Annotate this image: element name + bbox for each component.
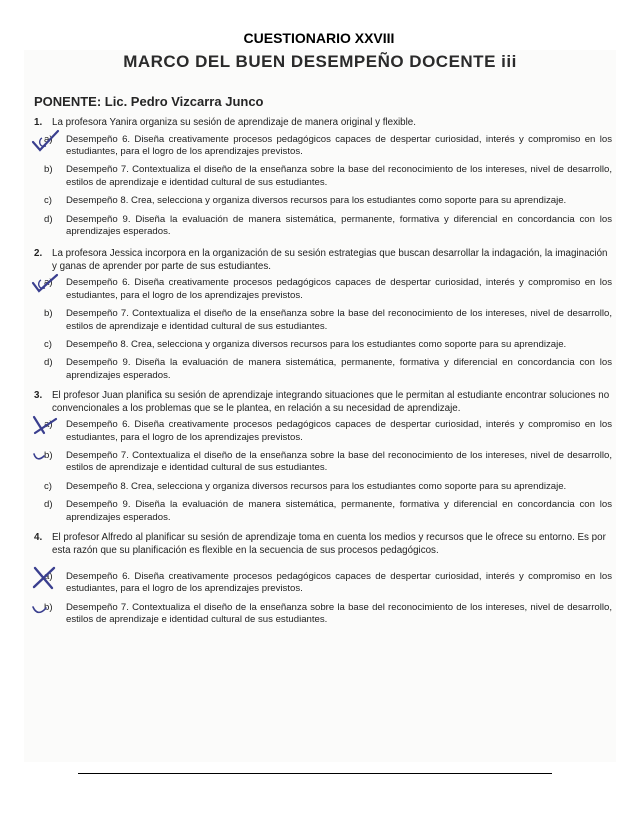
option-letter: a): [44, 277, 53, 289]
ponente-line: PONENTE: Lic. Pedro Vizcarra Junco: [34, 94, 264, 109]
option-b[interactable]: [44, 308, 612, 333]
option-letter: d): [44, 499, 53, 511]
option-text: Desempeño 9. Diseña la evaluación de manera sistemática, permanente, formativa y diferencial en concordancia con los aprendizajes esperados.: [66, 499, 612, 523]
question-number: 2.: [34, 248, 43, 260]
option-c[interactable]: [44, 339, 612, 351]
option-a[interactable]: [44, 134, 612, 159]
option-letter: a): [44, 571, 53, 583]
option-d[interactable]: [44, 499, 612, 524]
question-stem: [34, 248, 612, 273]
option-c[interactable]: [44, 195, 612, 207]
option-text: Desempeño 9. Diseña la evaluación de manera sistemática, permanente, formativa y diferencial en concordancia con los aprendizajes esperados.: [66, 357, 612, 381]
option-text: Desempeño 8. Crea, selecciona y organiza diversos recursos para los estudiantes como soporte para su aprendizaje.: [66, 338, 567, 350]
option-a[interactable]: [44, 419, 612, 444]
question-stem: [34, 390, 612, 415]
option-text: Desempeño 8. Crea, selecciona y organiza diversos recursos para los estudiantes como soporte para su aprendizaje.: [66, 480, 567, 492]
option-text: Desempeño 6. Diseña creativamente procesos pedagógicos capaces de despertar curiosidad, interés y compromiso en los estudiantes, para el logro de los aprendizajes previstos.: [66, 419, 612, 443]
option-text: Desempeño 7. Contextualiza el diseño de la enseñanza sobre la base del reconocimiento de los intereses, nivel de desarrollo, estilos de aprendizaje e identidad cultural de sus estudiantes.: [66, 308, 612, 332]
option-text: Desempeño 8. Crea, selecciona y organiza diversos recursos para los estudiantes como soporte para su aprendizaje.: [66, 195, 567, 207]
scanned-page: [24, 50, 616, 762]
option-letter: b): [44, 164, 53, 176]
question-stem: [34, 532, 612, 557]
footer-rule: [78, 773, 552, 774]
question-stem: [34, 117, 612, 130]
page-header: CUESTIONARIO XXVIII: [243, 30, 395, 46]
question-3: [34, 390, 612, 524]
option-text: Desempeño 6. Diseña creativamente procesos pedagógicos capaces de despertar curiosidad, interés y compromiso en los estudiantes, para el logro de los aprendizajes previstos.: [66, 277, 612, 301]
option-letter: b): [44, 308, 53, 320]
option-letter: a): [44, 419, 53, 431]
option-letter: b): [44, 601, 53, 613]
question-2: [34, 248, 612, 382]
question-text: La profesora Jessica incorpora en la organización de su sesión estrategias que buscan desarrollar la indagación, la imaginación y ganas de aprender por parte de sus estudiantes.: [52, 248, 608, 272]
option-letter: d): [44, 213, 53, 225]
option-letter: d): [44, 357, 53, 369]
option-letter: c): [44, 195, 52, 207]
option-b[interactable]: [44, 602, 612, 627]
option-letter: b): [44, 450, 53, 461]
option-d[interactable]: [44, 214, 612, 239]
option-b[interactable]: [44, 450, 612, 475]
option-c[interactable]: [44, 481, 612, 493]
question-number: 1.: [34, 117, 43, 128]
question-text: La profesora Yanira organiza su sesión de aprendizaje de manera original y flexible.: [52, 117, 416, 128]
option-text: Desempeño 9. Diseña la evaluación de manera sistemática, permanente, formativa y diferencial en concordancia con los aprendizajes esperados.: [66, 213, 612, 237]
option-a[interactable]: [44, 277, 612, 302]
question-number: 4.: [34, 532, 43, 544]
document-title: MARCO DEL BUEN DESEMPEÑO DOCENTE iii: [123, 52, 517, 71]
option-letter: c): [44, 480, 52, 492]
option-letter: c): [44, 338, 52, 350]
option-text: Desempeño 7. Contextualiza el diseño de la enseñanza sobre la base del reconocimiento de los intereses, nivel de desarrollo, estilos de aprendizaje e identidad cultural de sus estudiantes.: [66, 164, 612, 188]
question-number: 3.: [34, 390, 43, 402]
option-text: Desempeño 6. Diseña creativamente procesos pedagógicos capaces de despertar curiosidad, interés y compromiso en los estudiantes, para el logro de los aprendizajes previstos.: [66, 571, 612, 595]
option-text: Desempeño 6. Diseña creativamente procesos pedagógicos capaces de despertar curiosidad, interés y compromiso en los estudiantes, para el logro de los aprendizajes previstos.: [66, 133, 612, 157]
option-a[interactable]: [44, 571, 612, 596]
option-d[interactable]: [44, 357, 612, 382]
option-text: Desempeño 7. Contextualiza el diseño de la enseñanza sobre la base del reconocimiento de los intereses, nivel de desarrollo, estilos de aprendizaje e identidad cultural de sus estudiantes.: [66, 450, 612, 474]
question-4: [34, 532, 612, 627]
option-letter: a): [44, 133, 53, 145]
question-1: [34, 117, 612, 238]
question-text: El profesor Alfredo al planificar su sesión de aprendizaje toma en cuenta los medios y recursos que le ofrece su entorno. Es por esta razón que su planificación es flexible en la secuencia de sus procesos pedagógicos.: [52, 532, 606, 556]
option-text: Desempeño 7. Contextualiza el diseño de la enseñanza sobre la base del reconocimiento de los intereses, nivel de desarrollo, estilos de aprendizaje e identidad cultural de sus estudiantes.: [66, 601, 612, 626]
option-b[interactable]: [44, 164, 612, 189]
question-text: El profesor Juan planifica su sesión de aprendizaje integrando situaciones que le permitan al estudiante encontrar soluciones no convencionales a los problemas que se le plantea, en relación a su necesidad de aprendizaje.: [52, 390, 610, 414]
